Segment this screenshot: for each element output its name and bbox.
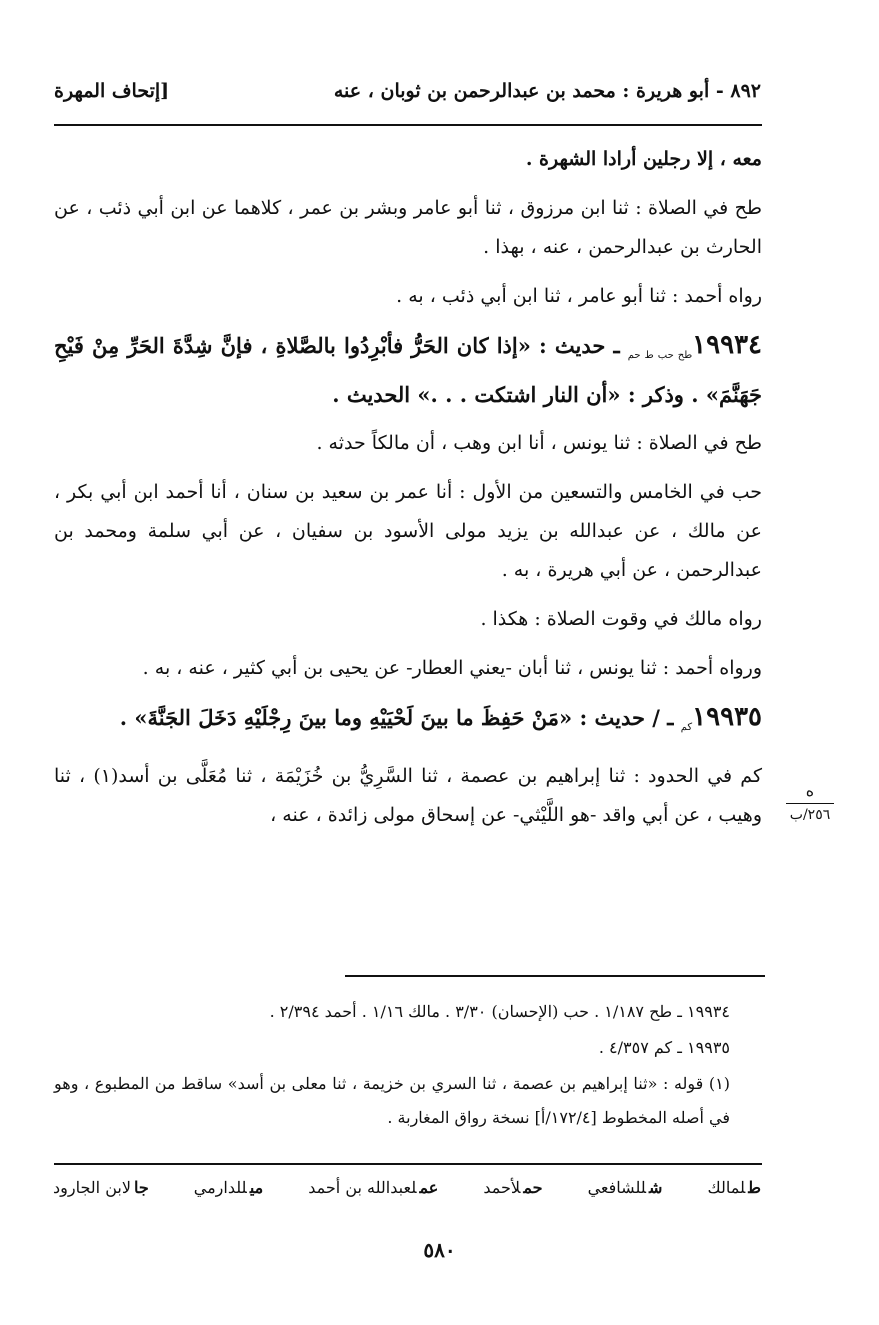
paragraph-ibn-hibban-chain: حب في الخامس والتسعين من الأول : أنا عمر بن سعيد بن سنان ، أنا أحمد ابن أبي بكر ، عن مالك ، عن عبدالله بن يزيد مولى الأسود بن سفيان ، عن أبي سلمة ومحمد بن عبدالرحمن ، عن أبي هريرة ، به . [54,481,762,582]
hadith-number: ١٩٩٣٥ [692,702,762,733]
hadith-19935 [54,698,762,747]
abbreviations-key [53,1178,761,1197]
hadith-text: ـ / حديث : «مَنْ حَفِظَ ما بينَ لَحْيَيْهِ وما بينَ رِجْلَيْهِ دَخَلَ الجَنَّةَ» . [119,705,674,731]
paragraph-ahmad-chain-2: ورواه أحمد : ثنا يونس ، ثنا أبان -يعني العطار- عن يحيى بن أبي كثير ، عنه ، به . [142,657,762,680]
footnote-rule [345,975,765,977]
paragraph-ahmad-chain: رواه أحمد : ثنا أبو عامر ، ثنا ابن أبي ذئب ، به . [396,285,762,307]
paragraph-hakim-chain: كم في الحدود : ثنا إبراهيم بن عصمة ، ثنا السَّرِيُّ بن خُزَيْمَة ، ثنا مُعَلَّى بن أسد(١) ، ثنا وهيب ، عن أبي واقد -هو اللَّيْثي- عن إسحاق مولى زائدة ، عنه ، [54,765,762,827]
footnote-19934: ١٩٩٣٤ ـ طح ١/١٨٧ . حب (الإحسان) ٣/٣٠ . مالك ١/١٦ . أحمد ٢/٣٩٤ . [269,1002,730,1021]
running-header-book: [إتحاف المهرة [54,80,170,102]
hadith-19934 [54,326,762,414]
page-number: ٥٨٠ [423,1238,456,1262]
paragraph-tahawi-chain-2: طح في الصلاة : ثنا يونس ، أنا ابن وهب ، أن مالكاً حدثه . [316,432,762,455]
folio-reference: ٢٥٦/ب [789,807,831,823]
manuscript-folio-note [780,782,840,823]
paragraph-malik: رواه مالك في وقوت الصلاة : هكذا . [480,608,762,631]
hadith-sigla: طح حب ط حم [627,350,693,362]
abbreviations-rule [54,1163,762,1165]
header-rule [54,124,762,126]
abbreviation-item: حملأحمد [483,1178,543,1197]
footnotes [54,995,730,1137]
abbreviation-item: جالابن الجارود [53,1178,149,1197]
folio-divider [786,803,834,804]
running-header-title: ٨٩٢ - أبو هريرة : محمد بن عبدالرحمن بن ثوبان ، عنه [333,80,761,102]
footnote-1: (١) قوله : «ثنا إبراهيم بن عصمة ، ثنا السري بن خزيمة ، ثنا معلى بن أسد» ساقط من المطبوع ، وهو في أصله المخطوط [١٧٢/٤/أ] نسخة رواق المغاربة . [54,1074,730,1127]
footnote-19935: ١٩٩٣٥ ـ كم ٤/٣٥٧ . [598,1038,730,1057]
paragraph-continuation: معه ، إلا رجلين أرادا الشهرة . [525,148,762,170]
folio-mark: ه [805,781,815,800]
abbreviation-item: عملعبدالله بن أحمد [308,1178,439,1197]
main-text [54,140,762,845]
abbreviation-item: ميللدارمي [193,1178,264,1197]
abbreviation-item: طلمالك [707,1178,761,1197]
hadith-text: ـ حديث : «إذا كان الحَرُّ فأبْرِدُوا بالصَّلاةِ ، فإنَّ شِدَّةَ الحَرِّ مِنْ فَيْحِ جَهَنَّمَ» . وذكر : «أن النار اشتكت . . .» الحديث . [54,333,762,408]
abbreviation-item: شللشافعي [587,1178,663,1197]
hadith-sigla: كم [680,722,693,734]
hadith-number: ١٩٩٣٤ [692,330,762,360]
paragraph-tahawi-chain: طح في الصلاة : ثنا ابن مرزوق ، ثنا أبو عامر وبشر بن عمر ، كلاهما عن ابن أبي ذئب ، عن الحارث بن عبدالرحمن ، عنه ، بهذا . [54,197,762,258]
